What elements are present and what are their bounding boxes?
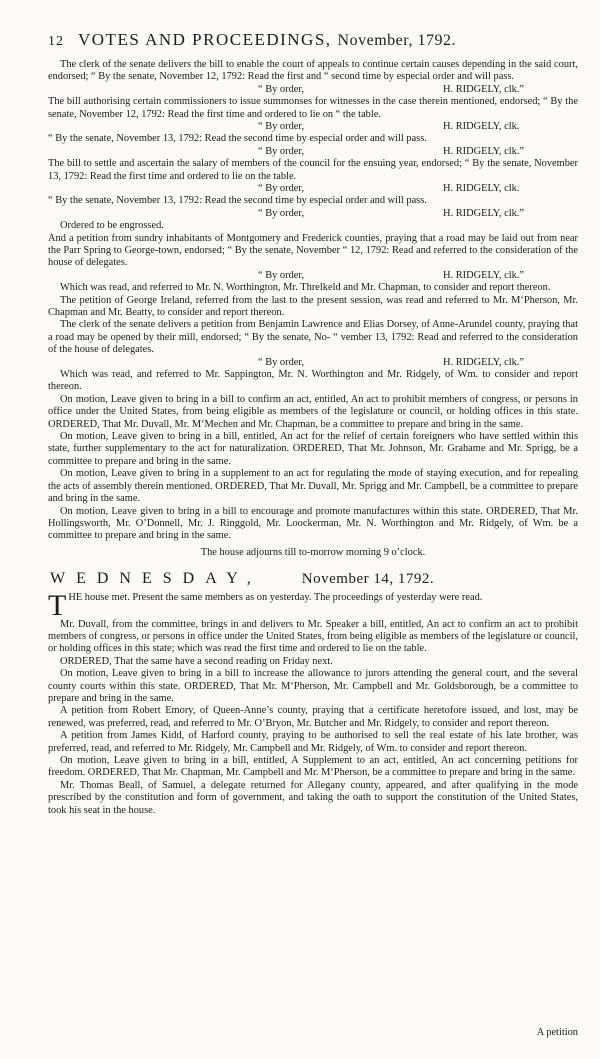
by-order-text: “ By order, — [258, 269, 305, 281]
by-order-text: “ By order, — [258, 121, 305, 133]
clerk-name: H. RIDGELY, clk.” — [443, 145, 525, 157]
by-order-text: “ By order, — [258, 83, 305, 95]
signature-line — [48, 208, 578, 220]
proceedings-body — [48, 59, 578, 817]
paragraph: And a petition from sundry inhabitants of Montgomery and Frederick counties, praying that a road may be laid out from near the Parr Spring to George-town, endorsed; “ By the senate, November “ 12, 1792: Read and referred to the consideration of the house of delegates. — [48, 232, 578, 269]
by-order-text: “ By order, — [258, 145, 305, 157]
paragraph: On motion, Leave given to bring in a bill, entitled, A Supplement to an act, entitled, An act concerning petitions for freedom. ORDERED, That Mr. Chapman, Mr. Campbell and Mr. M‘Pherson, be a committee to prepare and bring in the same. — [48, 755, 578, 779]
clerk-name: H. RIDGELY, clk.” — [443, 207, 525, 219]
paragraph: A petition from James Kidd, of Harford county, praying to be authorised to sell the real estate of his late brother, was preferred, read, and referred to Mr. Ridgely, Mr. Campbell and Mr. Ridgely, of Wm. to consider and report thereon. — [48, 730, 578, 754]
day-heading — [48, 570, 578, 588]
day-name: WEDNESDAY, — [50, 570, 262, 588]
clerk-name: H. RIDGELY, clk. — [443, 121, 520, 133]
signature-line — [48, 183, 578, 195]
paragraph: “ By the senate, November 13, 1792: Read the second time by especial order and will pass. — [48, 195, 427, 207]
signature-line — [48, 270, 578, 282]
drop-cap: T — [48, 591, 67, 619]
signature-line — [48, 84, 578, 96]
paragraph: The bill authorising certain commissioners to issue summonses for witnesses in the case therein mentioned, endorsed; “ By the senate, November 12, 1792: Read the first time and ordered to lie on “ the table. — [48, 96, 578, 120]
signature-line — [48, 146, 578, 158]
paragraph: ORDERED, That the same have a second reading on Friday next. — [60, 655, 333, 667]
paragraph: Which was read, and referred to Mr. Sappington, Mr. N. Worthington and Mr. Ridgely, of Wm. to consider and report thereon. — [48, 369, 578, 393]
clerk-name: H. RIDGELY, clk.” — [443, 356, 525, 368]
paragraph: Ordered to be engrossed. — [60, 220, 164, 232]
paragraph: The petition of George Ireland, referred from the last to the present session, was read and referred to Mr. M‘Pherson, Mr. Chapman and Mr. Beatty, to consider and report thereon. — [48, 294, 578, 319]
clerk-name: H. RIDGELY, clk.” — [443, 83, 525, 95]
by-order-text: “ By order, — [258, 207, 305, 219]
wednesday-opening — [48, 592, 578, 619]
page-number: 12 — [48, 34, 64, 49]
clerk-name: H. RIDGELY, clk.” — [443, 269, 525, 281]
paragraph: Which was read, and referred to Mr. N. Worthington, Mr. Threlkeld and Mr. Chapman, to consider and report thereon. — [60, 282, 551, 294]
signature-line — [48, 121, 578, 133]
paragraph: On motion, Leave given to bring in a bill to increase the allowance to jurors attending the general court, and the several county courts within this state. ORDERED, That Mr. M‘Pherson, Mr. Campbell and Mr. Goldsborough, be a committee to prepare and bring in the same. — [48, 668, 578, 704]
paragraph: “ By the senate, November 13, 1792: Read the second time by especial order and will pass. — [48, 133, 427, 145]
tuesday-proceedings — [48, 59, 578, 543]
paragraph: The clerk of the senate delivers a petition from Benjamin Lawrence and Elias Dorsey, of Anne-Arundel county, praying that a road may be opened by their mill, endorsed; “ By the senate, No- “ vember 13, 1792: Read and referred to the consideration of the house of delegates. — [48, 319, 578, 356]
catchword: A petition — [536, 1027, 578, 1038]
paragraph: On motion, Leave given to bring in a supplement to an act for regulating the mode of staying execution, and for repealing the acts of assembly therein mentioned. ORDERED, That Mr. Duvall, Mr. Sprigg and Mr. Campbell, be a committee to prepare and bring in the same. — [48, 468, 578, 505]
paragraph: On motion, Leave given to bring in a bill, entitled, An act for the relief of certain foreigners who have settled within this state, further supplementary to the act for naturalization. ORDERED, That Mr. Johnson, Mr. Grahame and Mr. Sprigg, be a committee to prepare and bring in the same. — [48, 431, 578, 467]
adjournment-note: The house adjourns till to-morrow morning 9 o’clock. — [200, 546, 426, 558]
running-header — [48, 30, 578, 50]
by-order-text: “ By order, — [258, 183, 305, 195]
header-date: November, 1792. — [337, 32, 456, 49]
clerk-name: H. RIDGELY, clk. — [443, 183, 520, 195]
opening-text: HE house met. Present the same members as on yesterday. The proceedings of yesterday were read. — [68, 591, 483, 603]
paragraph: A petition from Robert Emory, of Queen-Anne’s county, praying that a certificate heretofore issued, and lost, may be renewed, was preferred, read, and referred to Mr. O’Bryon, Mr. Butcher and Mr. Ridgely, to consider and report thereon. — [48, 705, 578, 729]
paragraph: On motion, Leave given to bring in a bill to confirm an act, entitled, An act to prohibit members of congress, or persons in office under the United States, from being eligible as members of the legislature or council, or holding offices in this state. ORDERED, That Mr. Duvall, Mr. M‘Mechen and Mr. Chapman, be a committee to prepare and bring in the same. — [48, 393, 578, 430]
day-date: November 14, 1792. — [301, 571, 435, 588]
by-order-text: “ By order, — [258, 356, 305, 368]
paragraph: The clerk of the senate delivers the bill to enable the court of appeals to continue certain causes depending in the said court, endorsed; “ By the senate, November 12, 1792: Read the first and “ second time by especial order and will pass. — [48, 59, 578, 83]
wednesday-proceedings — [48, 619, 578, 818]
signature-line — [48, 357, 578, 369]
paragraph: On motion, Leave given to bring in a bill to encourage and promote manufactures within this state. ORDERED, That Mr. Hollingsworth, Mr. O’Donnell, Mr. J. Ringgold, Mr. Loockerman, Mr. N. Worthington and Mr. Ridgely, of Wm. be a committee to prepare and bring in the same. — [48, 505, 578, 542]
paragraph: Mr. Thomas Beall, of Samuel, a delegate returned for Allegany county, appeared, and after qualifying in the mode prescribed by the constitution and form of government, and taking the oath to support the constitution of the United States, took his seat in the house. — [48, 779, 578, 816]
header-title: VOTES AND PROCEEDINGS, — [78, 30, 332, 49]
paragraph: Mr. Duvall, from the committee, brings in and delivers to Mr. Speaker a bill, entitled, An act to confirm an act to prohibit members of congress, or persons in office under the United States, from being eligible as members of the legislature or council, or holding offices in this state; which was read the first time and ordered to lie on the table. — [48, 618, 578, 655]
paragraph: The bill to settle and ascertain the salary of members of the council for the ensuing year, endorsed; “ By the senate, November 13, 1792: Read the first time and ordered to lie on the table. — [48, 158, 578, 182]
